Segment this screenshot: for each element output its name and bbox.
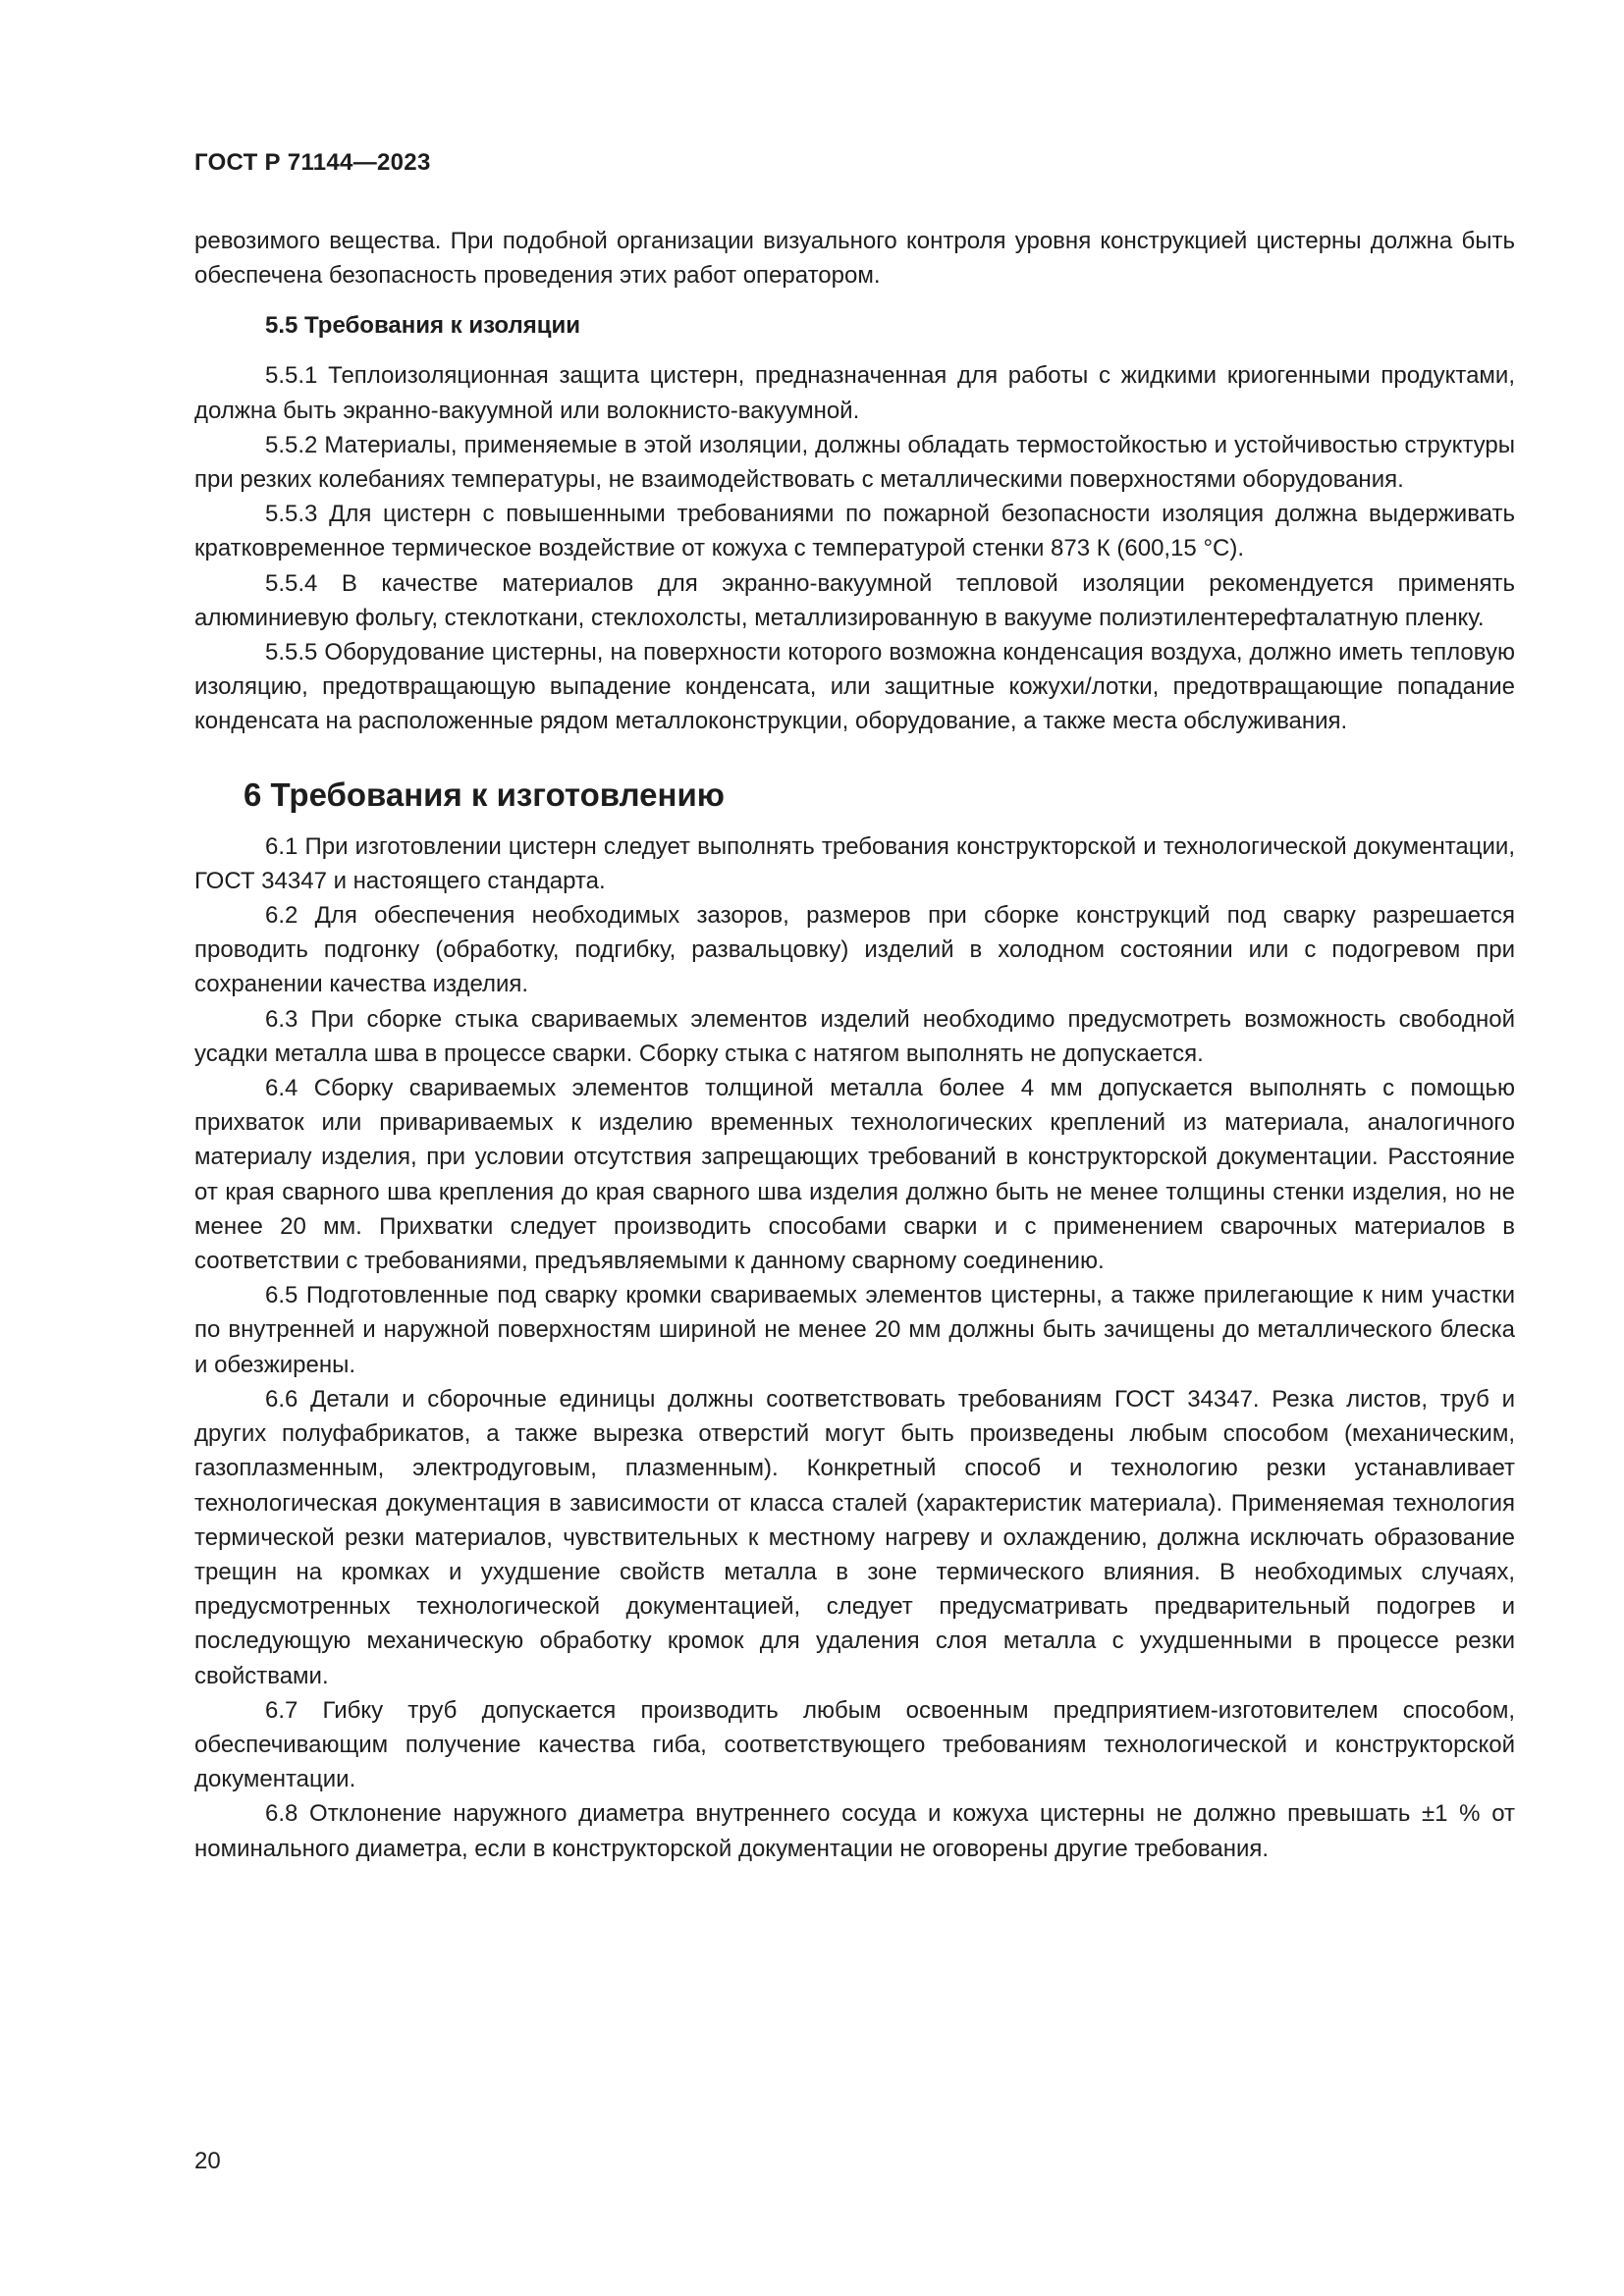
document-header: ГОСТ Р 71144—2023: [194, 149, 431, 176]
paragraph-6-8: 6.8 Отклонение наружного диаметра внутреннего сосуда и кожуха цистерны не должно превышать ±1 % от номинального диаметра, если в конструкторской документации не оговорены другие требования.: [194, 1800, 1515, 1862]
paragraph-6-5: 6.5 Подготовленные под сварку кромки свариваемых элементов цистерны, а также прилегающие к ним участки по внутренней и наружной поверхностям шириной не менее 20 мм должны быть зачищены до металлического блеска и обезжирены.: [194, 1282, 1515, 1378]
paragraph-5-5-5: 5.5.5 Оборудование цистерны, на поверхности которого возможна конденсация воздуха, должно иметь тепловую изоляцию, предотвращающую выпадение конденсата, или защитные кожухи/лотки, предотвращающие попадание конденсата на расположенные рядом металлоконструкции, оборудование, а также места обслуживания.: [194, 639, 1515, 735]
paragraph-5-5-1: 5.5.1 Теплоизоляционная защита цистерн, предназначенная для работы с жидкими криогенными продуктами, должна быть экранно-вакуумной или волокнисто-вакуумной.: [194, 362, 1515, 424]
paragraph-6-7: 6.7 Гибку труб допускается производить любым освоенным предприятием-изготовителем способом, обеспечивающим получение качества гиба, соответствующего требованиям технологической и конструкторской документации.: [194, 1696, 1515, 1793]
page-number: 20: [194, 2148, 221, 2174]
paragraph-6-2: 6.2 Для обеспечения необходимых зазоров, размеров при сборке конструкций под сварку разрешается проводить подгонку (обработку, подгибку, развальцовку) изделий в холодном состоянии или с подогревом при сохранении качества изделия.: [194, 902, 1515, 998]
paragraph-6-1: 6.1 При изготовлении цистерн следует выполнять требования конструкторской и технологической документации, ГОСТ 34347 и настоящего стандарта.: [194, 832, 1515, 894]
paragraph-5-5-3: 5.5.3 Для цистерн с повышенными требованиями по пожарной безопасности изоляция должна выдерживать кратковременное термическое воздействие от кожуха с температурой стенки 873 К (600,15 °С).: [194, 501, 1515, 562]
paragraph-6-4: 6.4 Сборку свариваемых элементов толщиной металла более 4 мм допускается выполнять с помощью прихваток или привариваемых к изделию временных технологических креплений из материала, аналогичного материалу изделия, при условии отсутствия запрещающих требований в конструкторской документации. Расстояние от края сварного шва крепления до края сварного шва изделия должно быть не менее толщины стенки изделия, но не менее 20 мм. Прихватки следует производить способами сварки и с применением сварочных материалов в соответствии с требованиями, предъявляемыми к данному сварному соединению.: [194, 1075, 1515, 1275]
document-body: [194, 224, 1515, 1866]
paragraph-6-6: 6.6 Детали и сборочные единицы должны соответствовать требованиям ГОСТ 34347. Резка листов, труб и других полуфабрикатов, а также вырезка отверстий могут быть произведены любым способом (механическим, газоплазменным, электродуговым, плазменным). Конкретный способ и технологию резки устанавливает технологическая документация в зависимости от класса сталей (характеристик материала). Применяемая технология термической резки материалов, чувствительных к местному нагреву и охлаждению, должна исключать образование трещин на кромках и ухудшение свойств металла в зоне термического влияния. В необходимых случаях, предусмотренных технологической документацией, следует предусматривать предварительный подогрев и последующую механическую обработку кромок для удаления слоя металла с ухудшенными в процессе резки свойствами.: [194, 1385, 1515, 1689]
section-6-heading: 6 Требования к изготовлению: [244, 775, 725, 813]
paragraph-6-3: 6.3 При сборке стыка свариваемых элементов изделий необходимо предусмотреть возможность свободной усадки металла шва в процессе сварки. Сборку стыка с натягом выполнять не допускается.: [194, 1005, 1515, 1067]
continuation-paragraph: ревозимого вещества. При подобной организации визуального контроля уровня конструкцией цистерны должна быть обеспечена безопасность проведения этих работ оператором.: [194, 228, 1515, 290]
section-5-5-heading: 5.5 Требования к изоляции: [265, 312, 580, 340]
paragraph-5-5-4: 5.5.4 В качестве материалов для экранно-вакуумной тепловой изоляции рекомендуется применять алюминиевую фольгу, стеклоткани, стеклохолсты, металлизированную в вакууме полиэтилентерефталатную пленку.: [194, 569, 1515, 631]
paragraph-5-5-2: 5.5.2 Материалы, применяемые в этой изоляции, должны обладать термостойкостью и устойчивостью структуры при резких колебаниях температуры, не взаимодействовать с металлическими поверхностями оборудования.: [194, 431, 1515, 494]
